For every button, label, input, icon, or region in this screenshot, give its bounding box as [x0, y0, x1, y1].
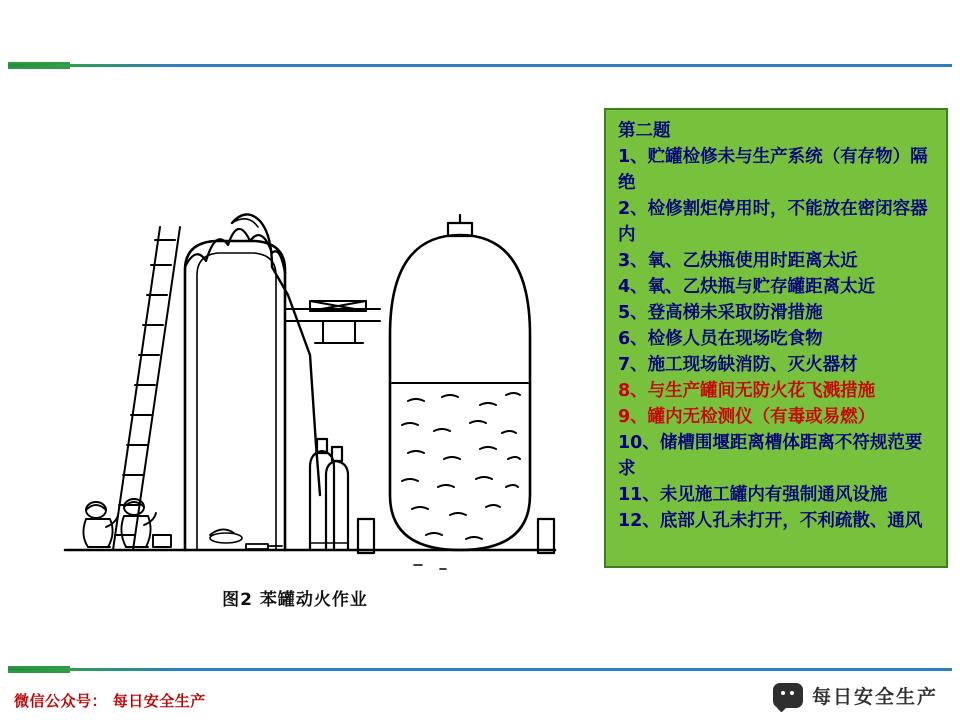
answer-line: 3、氧、乙炔瓶使用时距离太近	[618, 251, 858, 271]
answer-line: 6、检修人员在现场吃食物	[618, 329, 823, 349]
answer-line-highlighted: 8、与生产罐间无防火花飞溅措施	[618, 381, 876, 401]
answer-line-highlighted: 9、罐内无检测仪（有毒或易燃）	[618, 407, 876, 427]
bottom-divider	[8, 668, 952, 671]
wechat-icon-tail	[777, 703, 787, 713]
benzene-tank-hot-work-drawing	[10, 95, 580, 595]
answer-line: 1、贮罐检修未与生产系统（有存物）隔绝	[618, 147, 928, 193]
footer-wechat-account: 微信公众号： 每日安全生产	[14, 692, 206, 710]
answer-line: 5、登高梯未采取防滑措施	[618, 303, 823, 323]
figure-illustration	[10, 95, 580, 615]
top-divider	[8, 64, 952, 67]
wechat-icon	[773, 683, 803, 708]
answer-line: 4、氧、乙炔瓶与贮存罐距离太近	[618, 277, 876, 297]
answer-panel	[604, 108, 948, 568]
answer-line: 11、未见施工罐内有强制通风设施	[618, 485, 888, 505]
answer-line: 2、检修割炬停用时，不能放在密闭容器内	[618, 199, 928, 245]
footer-brand-label: 每日安全生产	[811, 686, 938, 708]
answer-line: 第二题	[618, 121, 671, 141]
figure-caption: 图2 苯罐动火作业	[222, 590, 368, 610]
answer-line: 7、施工现场缺消防、灭火器材	[618, 355, 858, 375]
footer-brand	[773, 682, 938, 709]
answer-line: 10、储槽围堰距离槽体距离不符规范要求	[618, 433, 923, 479]
answer-line: 12、底部人孔未打开，不利疏散、通风	[618, 511, 923, 531]
